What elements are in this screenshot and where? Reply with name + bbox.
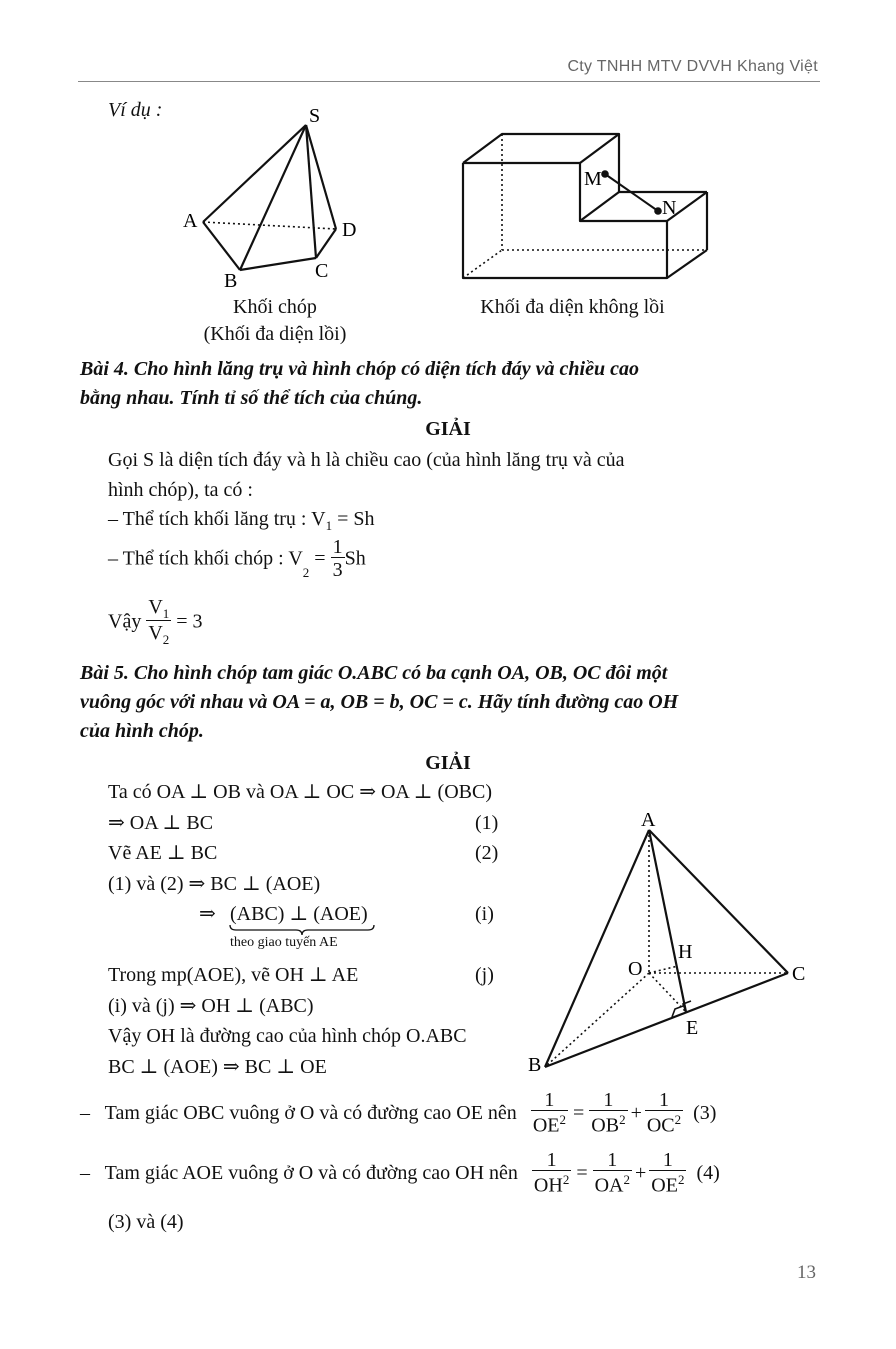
tall-top-edge	[580, 134, 619, 163]
eq4-r2	[649, 1150, 686, 1196]
pyramid-volume-rhs: Sh	[344, 547, 366, 570]
eq3-plus: +	[630, 1102, 642, 1124]
bai5-line1: Ta có OA ⊥ OB và OA ⊥ OC ⇒ OA ⊥ (OBC)	[108, 781, 492, 803]
one-third-fraction	[331, 537, 345, 580]
eq3-r1	[589, 1090, 627, 1136]
bai4-pyramid-volume	[108, 537, 366, 580]
page-number: 13	[797, 1262, 816, 1283]
bai5-title-line2: vuông góc với nhau và OA = a, OB = b, OC = c. Hãy tính đường cao OH	[80, 691, 679, 713]
bai4-solution-heading: GIẢI	[425, 418, 471, 440]
bai5-title-line1: Bài 5. Cho hình chóp tam giác O.ABC có ba cạnh OA, OB, OC đôi một	[80, 662, 668, 684]
edge-sb	[240, 125, 306, 270]
pyramid-volume-text: – Thể tích khối chóp : V	[108, 547, 303, 570]
front-face	[463, 163, 667, 278]
eq3-r1-den: OB	[591, 1114, 620, 1137]
bai4-conclusion	[108, 597, 203, 646]
fraction-denominator: 3	[332, 559, 343, 581]
edge-sa	[203, 125, 306, 222]
eq4-text: – Tam giác AOE vuông ở O và có đường cao OH nên	[80, 1162, 518, 1184]
eq3-equals: =	[572, 1102, 585, 1124]
eq4-lhs-num: 1	[546, 1149, 557, 1172]
ratio-numerator-sub: 1	[162, 606, 170, 621]
eq3-text: – Tam giác OBC vuông ở O và có đường cao OE nên	[80, 1102, 517, 1124]
eq4-r2-den: OE	[651, 1174, 678, 1197]
eq4-tag: (4)	[696, 1162, 720, 1184]
pyramid-figure	[170, 100, 380, 295]
bai4-title-line1: Bài 4. Cho hình lăng trụ và hình chóp có diện tích đáy và chiều cao	[80, 358, 639, 380]
bai5-line9: BC ⊥ (AOE) ⇒ BC ⊥ OE	[108, 1056, 327, 1078]
edge-bc	[240, 258, 316, 270]
eq3-r2-num: 1	[658, 1089, 669, 1112]
bai4-intro-line1: Gọi S là diện tích đáy và h là chiều cao (của hình lăng trụ và của	[108, 449, 625, 471]
pyramid-subcaption: (Khối đa diện lồi)	[203, 323, 347, 345]
eq4-r2-num: 1	[662, 1149, 673, 1172]
eq4-lhs	[532, 1150, 571, 1196]
fig-label-e: E	[686, 1017, 699, 1039]
point-m	[601, 170, 609, 178]
eq3-r1-sq: 2	[619, 1112, 626, 1128]
bai5-line8: Vậy OH là đường cao của hình chóp O.ABC	[108, 1025, 467, 1047]
label-n: N	[662, 197, 677, 219]
segment-ae	[649, 830, 686, 1012]
hidden-ob	[545, 973, 649, 1067]
eq3-r2-sq: 2	[674, 1112, 682, 1128]
publisher-header: Cty TNHH MTV DVVH Khang Việt	[567, 58, 818, 75]
label-c: C	[315, 260, 329, 282]
conclusion-text: Vậy	[108, 610, 142, 633]
fig-label-h: H	[678, 941, 693, 963]
fig-label-b: B	[528, 1054, 542, 1076]
fig-label-a: A	[641, 809, 656, 831]
eq3-r2	[645, 1090, 683, 1136]
bai5-title-line3: của hình chóp.	[80, 720, 204, 742]
step-edge	[580, 192, 619, 221]
eq4-r2-sq: 2	[677, 1172, 685, 1188]
eq4-lhs-den: OH	[533, 1174, 563, 1197]
eq4-r1-den: OA	[594, 1174, 624, 1197]
eq3-tag: (3)	[693, 1102, 717, 1124]
eq4-r1-num: 1	[607, 1149, 618, 1172]
bai4-prism-volume	[108, 509, 374, 532]
ratio-denominator-sub: 2	[162, 632, 170, 647]
eq4-r1-sq: 2	[623, 1172, 630, 1188]
volume-ratio-fraction	[146, 597, 171, 646]
label-b: B	[224, 270, 238, 292]
point-n	[654, 207, 662, 215]
bai5-line7: (i) và (j) ⇒ OH ⊥ (ABC)	[108, 995, 314, 1017]
edge-ab	[545, 830, 649, 1067]
bai5-tag2: (2)	[475, 842, 499, 864]
pyramid-volume-eq: =	[309, 547, 331, 570]
eq3-lhs-sq: 2	[559, 1112, 566, 1128]
bai4-title-line2: bằng nhau. Tính tỉ số thể tích của chúng.	[80, 387, 423, 409]
bai5-line6: Trong mp(AOE), vẽ OH ⊥ AE	[108, 964, 359, 986]
eq3-lhs	[531, 1090, 568, 1136]
bai5-last-line: (3) và (4)	[108, 1211, 184, 1233]
hidden-oh	[649, 966, 678, 973]
bai5-line5-expr: (ABC) ⊥ (AOE)	[230, 903, 368, 925]
bai5-solution-heading: GIẢI	[425, 752, 471, 774]
eq3-lhs-den: OE	[532, 1114, 560, 1137]
eq4-r1	[593, 1150, 632, 1196]
ratio-denominator: V	[148, 622, 163, 644]
eq4-lhs-sq: 2	[562, 1172, 570, 1188]
bai5-line3: Vẽ AE ⊥ BC	[108, 842, 218, 864]
nonconvex-caption: Khối đa diện không lồi	[480, 296, 665, 318]
eq3-lhs-num: 1	[544, 1089, 555, 1112]
label-d: D	[342, 219, 357, 241]
nonconvex-solid-figure	[455, 125, 715, 285]
bai5-tag-i: (i)	[475, 903, 494, 925]
label-m: M	[584, 168, 602, 190]
brace-note: theo giao tuyến AE	[230, 935, 338, 950]
edge-ab	[203, 222, 240, 270]
pyramid-volume-sub: 2	[302, 565, 310, 581]
bai5-tag1: (1)	[475, 812, 499, 834]
bai5-tag-j: (j)	[475, 964, 494, 986]
eq3-r2-den: OC	[646, 1114, 675, 1137]
hidden-left-bottom	[463, 250, 502, 278]
fraction-numerator: 1	[332, 536, 343, 558]
prism-volume-sub: 1	[325, 518, 333, 533]
bai5-line5-arrow: ⇒	[199, 903, 216, 925]
header-divider	[78, 81, 820, 82]
bottom-right-edge	[667, 250, 707, 278]
eq3-r1-num: 1	[603, 1089, 614, 1112]
example-label: Ví dụ :	[108, 99, 163, 121]
bai5-line2: ⇒ OA ⊥ BC	[108, 812, 214, 834]
fig-label-o: O	[628, 958, 643, 980]
eq4-plus: +	[634, 1162, 647, 1184]
ratio-result: = 3	[171, 610, 203, 633]
prism-volume-text: – Thể tích khối lăng trụ : V	[108, 508, 326, 530]
edge-ac	[649, 830, 788, 973]
edge-bc	[545, 973, 788, 1067]
label-s: S	[309, 105, 321, 127]
pyramid-caption: Khối chóp	[233, 296, 317, 318]
equation-4	[80, 1144, 720, 1202]
edge-cd	[316, 229, 336, 258]
edge-ad-hidden	[203, 222, 336, 229]
bai4-intro-line2: hình chóp), ta có :	[108, 479, 253, 501]
label-a: A	[183, 210, 198, 232]
bai5-line4: (1) và (2) ⇒ BC ⊥ (AOE)	[108, 873, 321, 895]
equation-3	[80, 1084, 716, 1142]
tetrahedron-figure	[520, 805, 820, 1080]
eq4-equals: =	[576, 1162, 588, 1184]
prism-volume-rhs: = Sh	[332, 508, 375, 530]
ratio-numerator: V	[148, 596, 163, 618]
fig-label-c: C	[792, 963, 806, 985]
